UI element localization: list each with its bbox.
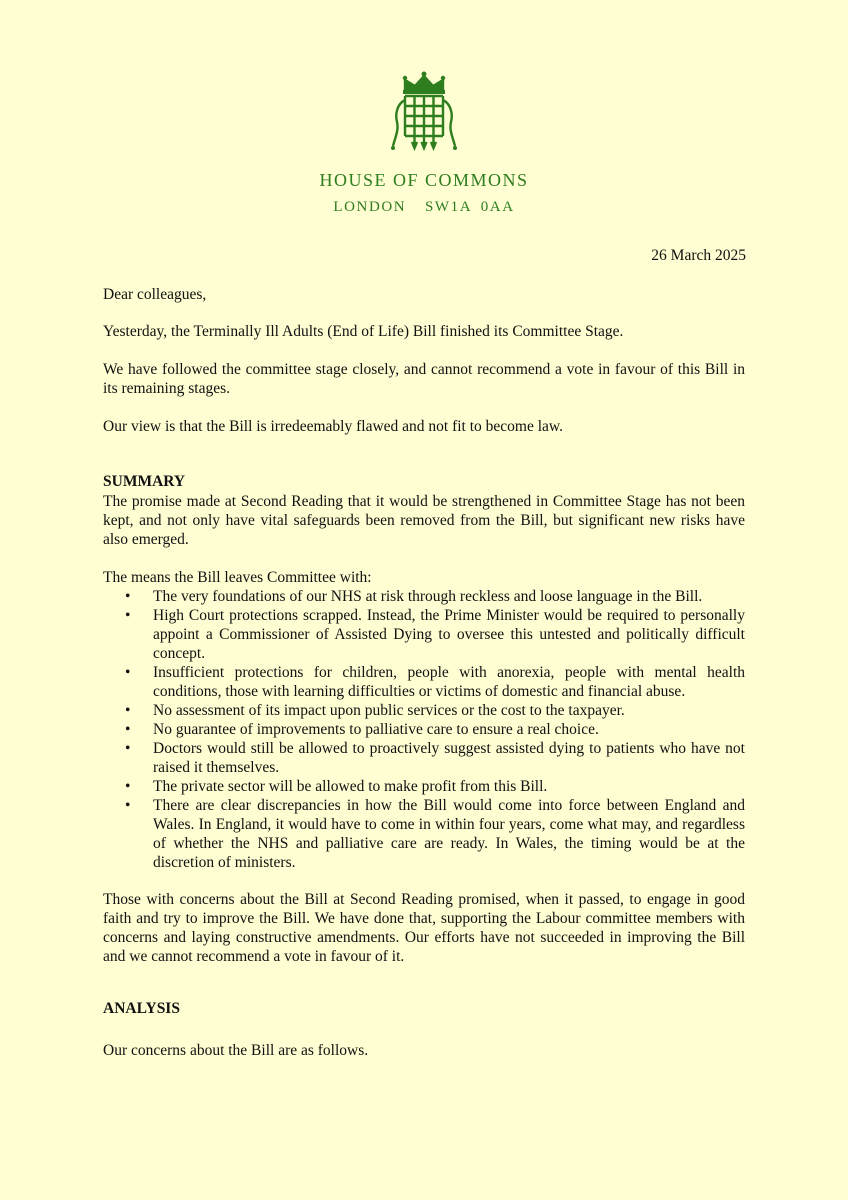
bullet-icon: • bbox=[125, 721, 131, 738]
summary-list-intro: The means the Bill leaves Committee with: bbox=[103, 569, 372, 586]
intro-paragraph-3: Our view is that the Bill is irredeemably flawed and not fit to become law. bbox=[103, 418, 563, 435]
bullet-icon: • bbox=[125, 607, 131, 624]
bullet-icon: • bbox=[125, 797, 131, 814]
analysis-paragraph: Our concerns about the Bill are as follows. bbox=[103, 1042, 369, 1059]
list-item: • High Court protections scrapped. Instead, the Prime Minister would be required to personally appoint a Commissioner of Assisted Dying to oversee this untested and politically difficult concept. bbox=[125, 607, 745, 662]
salutation: Dear colleagues, bbox=[103, 286, 207, 303]
letter-date: 26 March 2025 bbox=[651, 247, 746, 264]
list-item: • Insufficient protections for children, people with anorexia, people with mental health conditions, those with learning difficulties or victims of domestic and financial abuse. bbox=[125, 664, 745, 700]
org-address: LONDON SW1A 0AA bbox=[333, 199, 515, 215]
list-item: • The very foundations of our NHS at risk through reckless and loose language in the Bill. bbox=[125, 588, 703, 605]
bullet-icon: • bbox=[125, 588, 131, 605]
intro-paragraph-2: We have followed the committee stage closely, and cannot recommend a vote in favour of this Bill in its remaining stages. bbox=[103, 361, 745, 397]
bullet-icon: • bbox=[125, 702, 131, 719]
list-item: • The private sector will be allowed to make profit from this Bill. bbox=[125, 778, 548, 795]
list-item: • There are clear discrepancies in how the Bill would come into force between England and Wales. In England, it would have to come in within four years, come what may, and regardless of whether the NHS and palliative care are ready. In Wales, the timing would be at the discretion of ministers. bbox=[125, 797, 745, 871]
bullet-icon: • bbox=[125, 778, 131, 795]
list-item: • Doctors would still be allowed to proactively suggest assisted dying to patients who have not raised it themselves. bbox=[125, 740, 745, 776]
list-item: • No assessment of its impact upon public services or the cost to the taxpayer. bbox=[125, 702, 625, 719]
org-name: HOUSE OF COMMONS bbox=[319, 170, 529, 190]
bullet-icon: • bbox=[125, 740, 131, 757]
summary-bullet-list bbox=[103, 587, 745, 872]
analysis-heading: ANALYSIS bbox=[103, 1000, 180, 1017]
list-item: • No guarantee of improvements to palliative care to ensure a real choice. bbox=[125, 721, 599, 738]
summary-heading: SUMMARY bbox=[103, 473, 186, 490]
intro-paragraph-1: Yesterday, the Terminally Ill Adults (End of Life) Bill finished its Committee Stage. bbox=[103, 323, 624, 340]
bullet-icon: • bbox=[125, 664, 131, 681]
summary-paragraph: The promise made at Second Reading that it would be strengthened in Committee Stage has not been kept, and not only have vital safeguards been removed from the Bill, but significant new risks have also emerged. bbox=[103, 493, 745, 548]
portcullis-crown-icon bbox=[389, 70, 459, 152]
summary-closing-paragraph: Those with concerns about the Bill at Second Reading promised, when it passed, to engage in good faith and try to improve the Bill. We have done that, supporting the Labour committee members with concerns and laying constructive amendments. Our efforts have not succeeded in improving the Bill and we cannot recommend a vote in favour of it. bbox=[103, 891, 745, 965]
